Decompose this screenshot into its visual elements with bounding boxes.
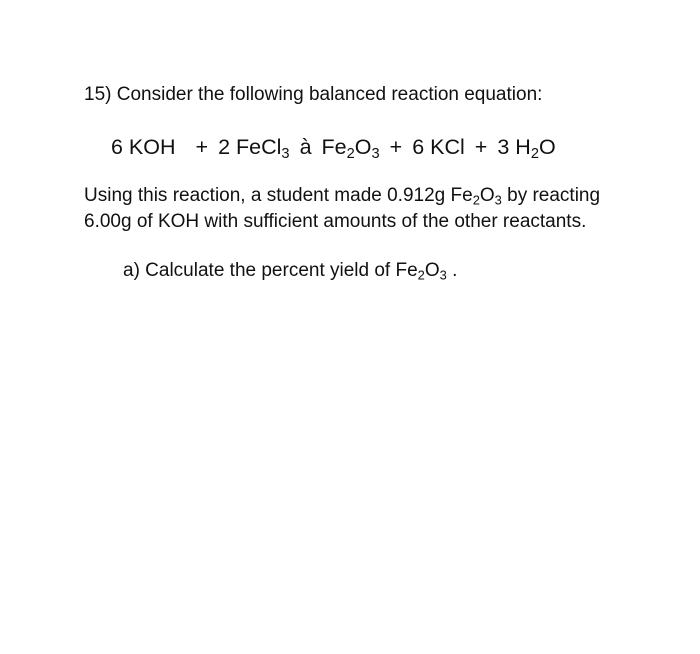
product-h2o: 3 $H_2O$	[497, 135, 556, 163]
reactant-koh: 6 KOH	[111, 135, 176, 159]
plus-sign: +	[389, 135, 403, 159]
reactant-fecl3: 2 FeCl$_3$	[218, 135, 290, 163]
reaction-arrow: à	[299, 135, 312, 159]
problem-text-line-1: Using this reaction, a student made 0.912g $Fe_2O_3$ by reacting	[84, 185, 601, 208]
product-fe2o3: $Fe_2O_3$	[321, 135, 380, 163]
reaction-equation	[111, 135, 556, 163]
question-heading: 15) Consider the following balanced reaction equation:	[84, 84, 543, 105]
part-a-question: a) Calculate the percent yield of $Fe_2O_3$ .	[123, 260, 458, 283]
plus-sign: +	[195, 135, 209, 159]
problem-text-line-2: 6.00g of KOH with sufficient amounts of the other reactants.	[84, 211, 587, 232]
product-kcl: 6 KCl	[412, 135, 465, 159]
plus-sign: +	[474, 135, 488, 159]
